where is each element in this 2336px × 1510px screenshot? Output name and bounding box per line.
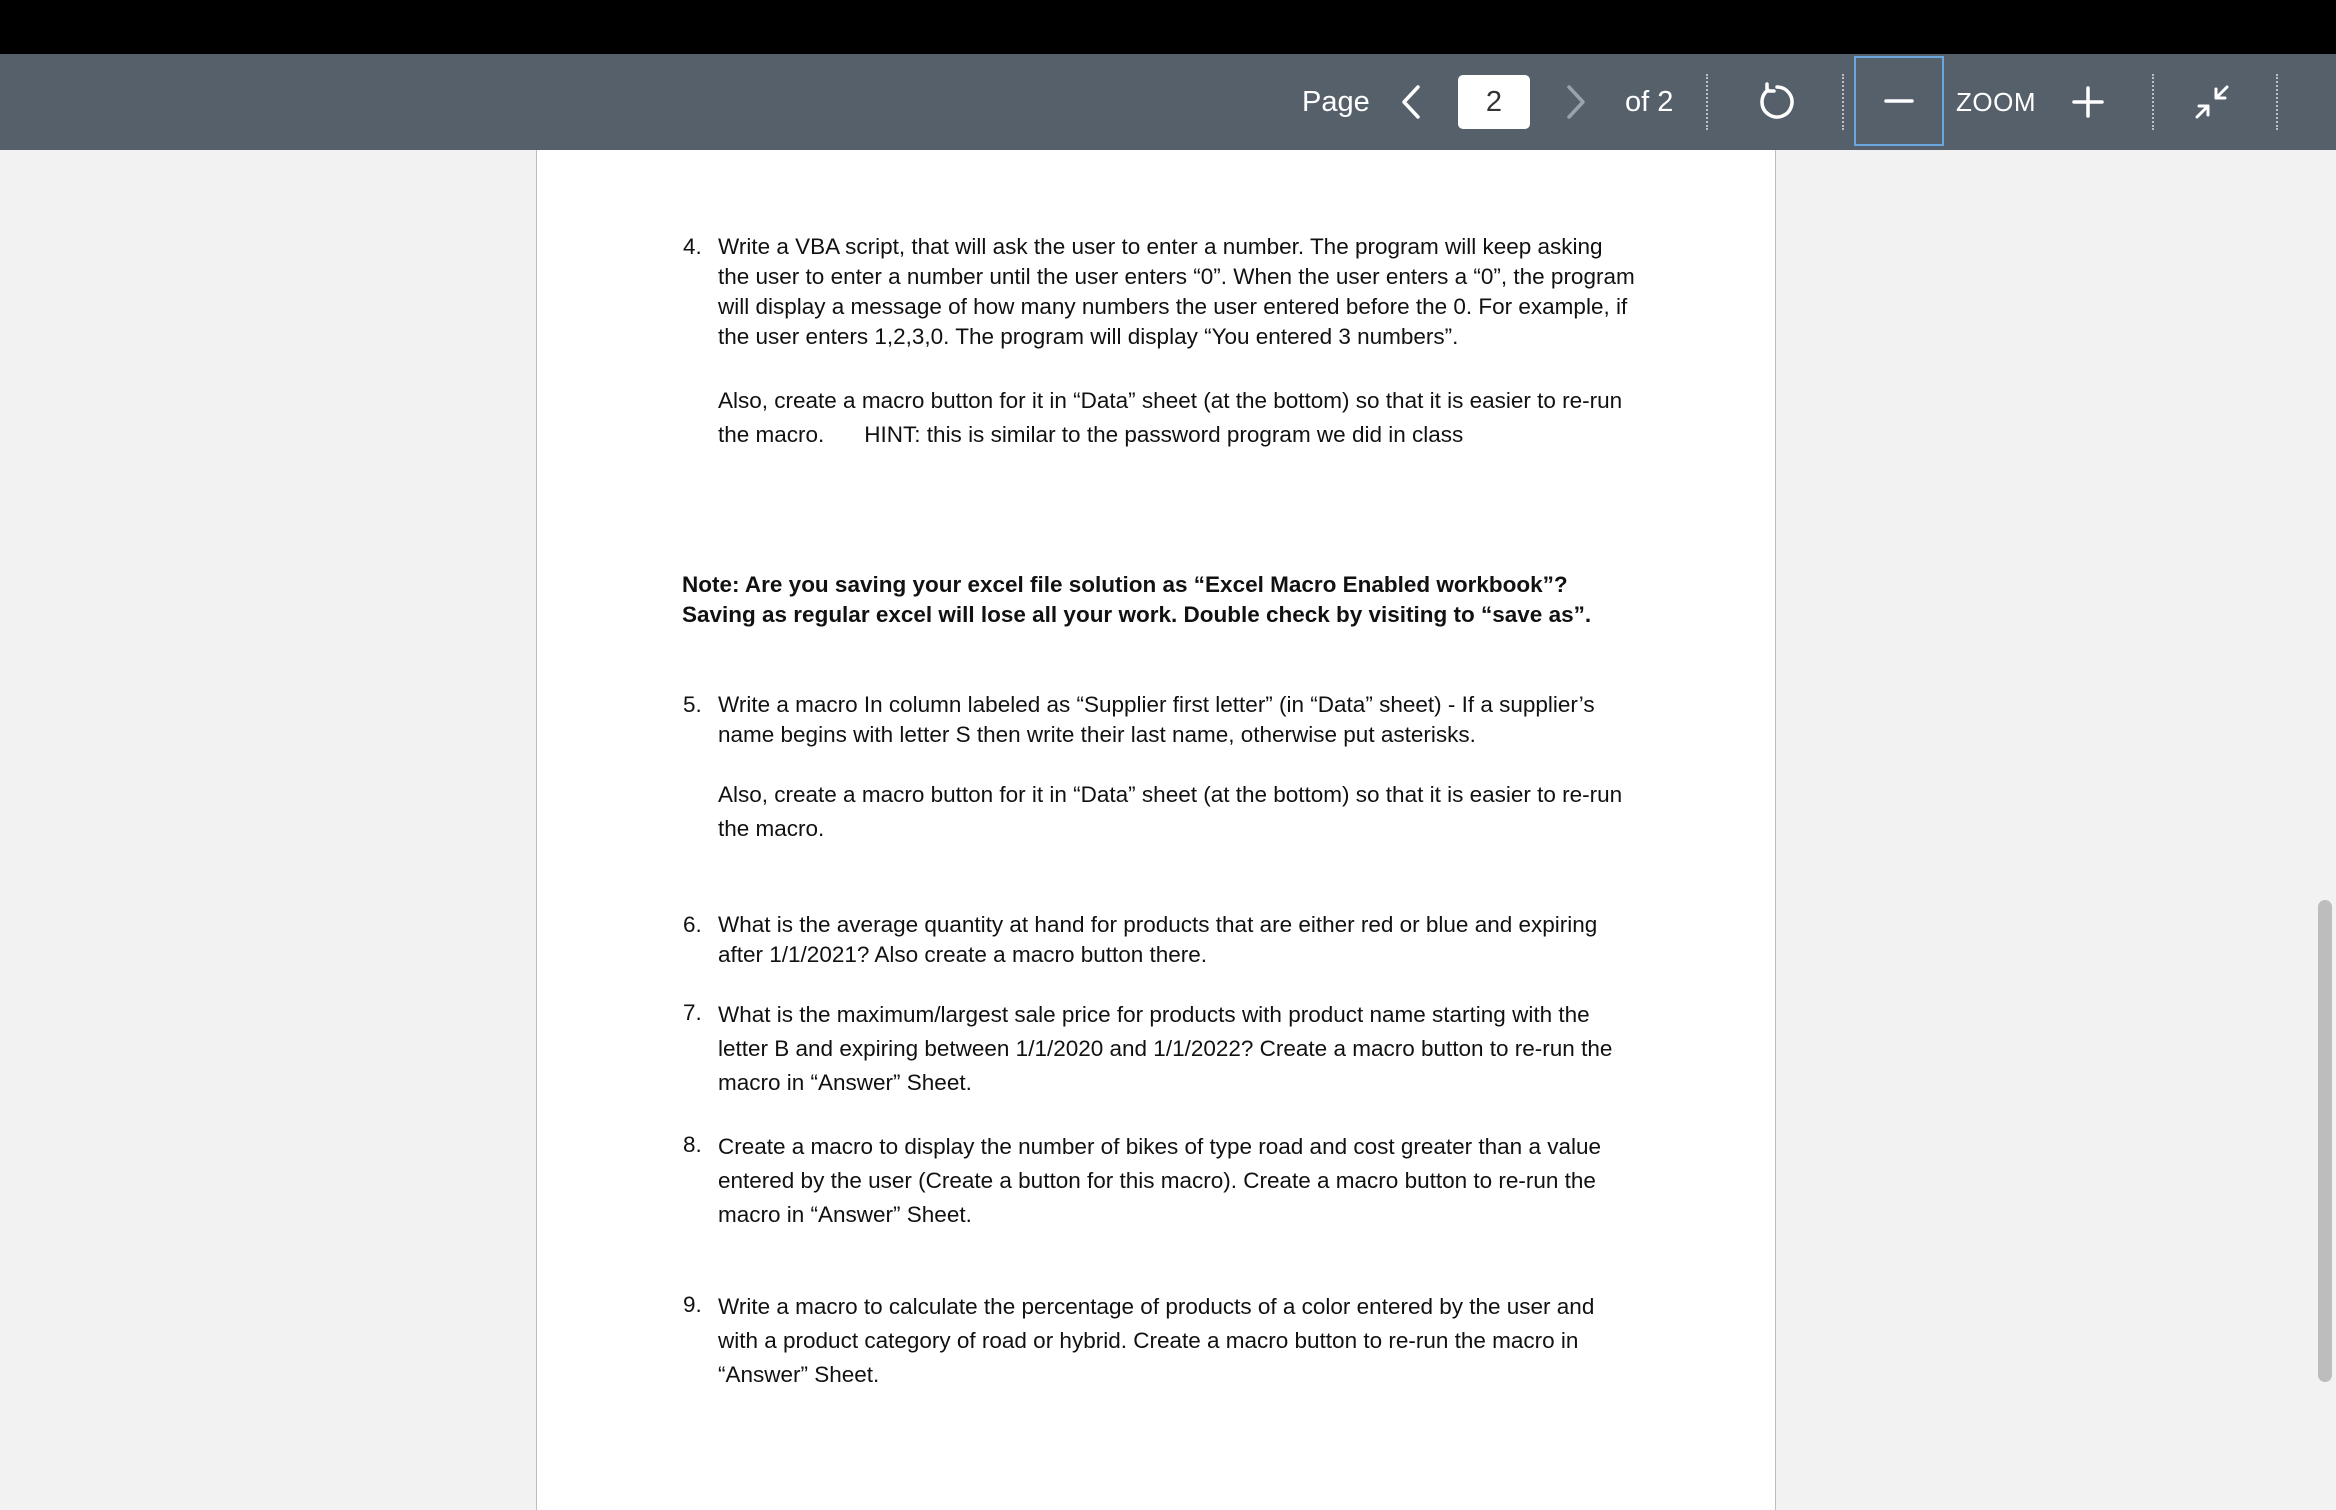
exit-fullscreen-button[interactable] — [2190, 54, 2234, 150]
question-text: What is the average quantity at hand for products that are either red or blue and expiring after 1/1/2021? Also create a macro button there. — [718, 912, 1598, 967]
question-text: Write a VBA script, that will ask the user to enter a number. The program will keep asking the user to enter a number until the user enters “0”. When the user enters a “0”, the program will display a message of how many numbers the user entered before the 0. For example, if the user enters 1,2,3,0. The program will display “You entered 3 numbers”. — [718, 234, 1635, 349]
zoom-out-button[interactable] — [1854, 56, 1944, 146]
question-5 — [683, 690, 1638, 846]
question-number: 6. — [683, 912, 702, 937]
zoom-in-button[interactable] — [2066, 54, 2110, 150]
question-hint: HINT: this is similar to the password program we did in class — [864, 422, 1464, 447]
question-text: Create a macro to display the number of bikes of type road and cost greater than a value entered by the user (Create a button for this macro). Create a macro button to re-run the macro in “Answer” Sheet. — [718, 1134, 1602, 1227]
minus-icon — [1883, 85, 1915, 117]
collapse-arrows-icon — [2193, 83, 2231, 121]
question-6 — [683, 910, 1638, 970]
toolbar-divider — [2276, 74, 2278, 130]
next-page-button[interactable] — [1555, 54, 1597, 150]
rotate-icon — [1757, 82, 1797, 122]
question-text: Write a macro to calculate the percentage of products of a color entered by the user and with a product category of road or hybrid. Create a macro button to re-run the macro in “Answer” Sheet. — [718, 1294, 1595, 1387]
document-viewer[interactable] — [0, 150, 2336, 1510]
zoom-label: ZOOM — [1956, 86, 2036, 117]
question-number: 5. — [683, 692, 702, 717]
pdf-toolbar — [0, 54, 2336, 150]
question-text: What is the maximum/largest sale price for products with product name starting with the letter B and expiring between 1/1/2020 and 1/1/2022? Create a macro button to re-run the macro in “Answer” Sheet. — [718, 1002, 1613, 1095]
save-note: Note: Are you saving your excel file solution as “Excel Macro Enabled workbook”? Saving as regular excel will lose all your work. Double check by visiting to “save as”. — [682, 572, 1592, 627]
question-number: 8. — [683, 1132, 702, 1157]
window-top-bar — [0, 0, 2336, 54]
page-label: Page — [1302, 85, 1370, 118]
chevron-right-icon — [1565, 84, 1587, 120]
question-number: 9. — [683, 1292, 702, 1317]
question-followup: Also, create a macro button for it in “Data” sheet (at the bottom) so that it is easier to re-run the macro. — [718, 782, 1623, 841]
plus-icon — [2071, 85, 2105, 119]
question-8 — [683, 1130, 1638, 1232]
toolbar-divider — [1842, 74, 1844, 130]
chevron-left-icon — [1400, 84, 1422, 120]
question-9 — [683, 1290, 1638, 1392]
question-text: Write a macro In column labeled as “Supplier first letter” (in “Data” sheet) - If a supplier’s name begins with letter S then write their last name, otherwise put asterisks. — [718, 692, 1595, 747]
page-count-label: of 2 — [1625, 85, 1674, 118]
toolbar-divider — [2152, 74, 2154, 130]
question-4 — [683, 232, 1638, 452]
question-7 — [683, 998, 1638, 1100]
page-number-input[interactable] — [1458, 75, 1530, 129]
question-number: 4. — [683, 234, 702, 259]
scrollbar-thumb[interactable] — [2318, 900, 2332, 1382]
toolbar-divider — [1706, 74, 1708, 130]
question-followup: Also, create a macro button for it in “Data” sheet (at the bottom) so that it is easier to re-run the macro. — [718, 388, 1623, 447]
previous-page-button[interactable] — [1390, 54, 1432, 150]
rotate-button[interactable] — [1750, 54, 1804, 150]
question-number: 7. — [683, 1000, 702, 1025]
